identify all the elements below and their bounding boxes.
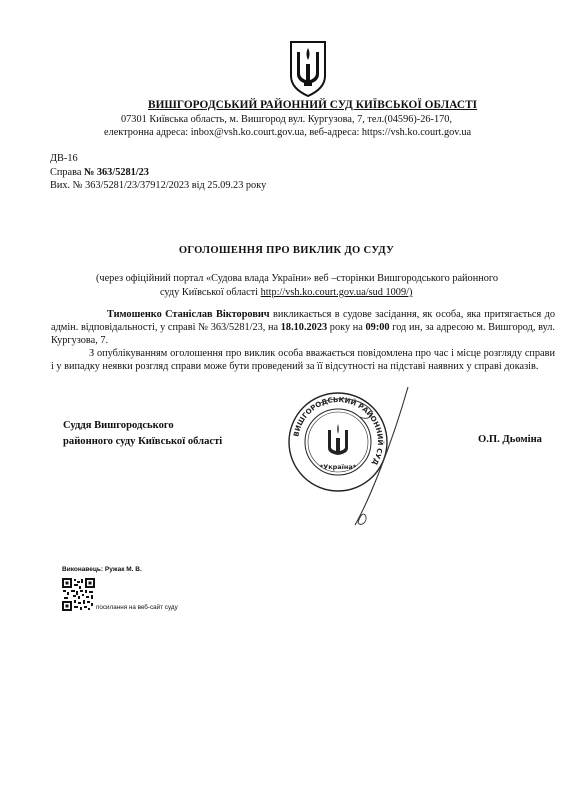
hearing-date: 18.10.2023 [280, 322, 328, 333]
case-number-line [50, 167, 149, 178]
notice-body [51, 308, 555, 373]
summons-text-1: викликається в судове засідання, як особа, яка притягається до адмін. відповідальності, у справі № 363/5281/23, на [51, 309, 555, 333]
judge-signature-icon [300, 385, 420, 530]
notice-title: ОГОЛОШЕННЯ ПРО ВИКЛИК ДО СУДУ [178, 245, 395, 256]
court-page-link[interactable]: http://vsh.ko.court.gov.ua/sud 1009/) [260, 287, 413, 298]
judge-title-line2: районного суду Київської області [63, 436, 223, 447]
summons-text-3: год ин, за адресою м. Вишгород, вул. Кургузова, 7. [51, 322, 555, 346]
person-name: Тимошенко Станіслав Вікторович [107, 309, 270, 320]
publication-note-link-line [160, 287, 412, 298]
court-name: ВИШГОРОДСЬКИЙ РАЙОННИЙ СУД КИЇВСЬКОЇ ОБЛАСТІ [148, 99, 478, 111]
qr-caption: посилання на веб-сайт суду [96, 604, 178, 611]
outgoing-number: Вих. № 363/5281/23/37912/2023 від 25.09.23 року [50, 180, 267, 191]
court-contacts: електронна адреса: inbox@vsh.ko.court.gov.ua, веб-адреса: https://vsh.ko.court.gov.ua [104, 127, 472, 138]
case-label: Справа [50, 167, 84, 178]
judge-title [63, 418, 263, 450]
form-code: ДВ-16 [50, 153, 78, 164]
judge-title-line1: Суддя Вишгородського [63, 420, 174, 431]
consequence-paragraph: З опублікуванням оголошення про виклик особа вважається повідомлена про час і місце розгляду справи і у випадку неявки розгляд справи може бути проведений за її відсутності на підставі наявних у справі доказів. [51, 348, 555, 372]
svg-text:ВИШГОРОДСЬКИЙ РАЙОННИЙ СУД: ВИШГОРОДСЬКИЙ РАЙОННИЙ СУД [292, 395, 385, 467]
case-number: № 363/5281/23 [83, 167, 149, 178]
executor-line: Виконавець: Ружак М. В. [62, 566, 142, 573]
seal-bottom-text: *Україна* [319, 463, 357, 471]
summons-paragraph [51, 308, 555, 347]
publication-note-cont: суду Київської області [160, 287, 261, 298]
hearing-time: 09:00 [365, 322, 390, 333]
qr-code-icon[interactable] [62, 578, 95, 611]
summons-text-2: року на [327, 322, 366, 333]
coat-of-arms-icon [287, 40, 329, 98]
court-address: 07301 Київська область, м. Вишгород вул. Кургузова, 7, тел.(04596)-26-170, [121, 114, 452, 125]
judge-name: О.П. Дьоміна [478, 434, 542, 445]
publication-note: (через офіційний портал «Судова влада України» веб –сторінки Вишгородського районного [96, 273, 498, 284]
